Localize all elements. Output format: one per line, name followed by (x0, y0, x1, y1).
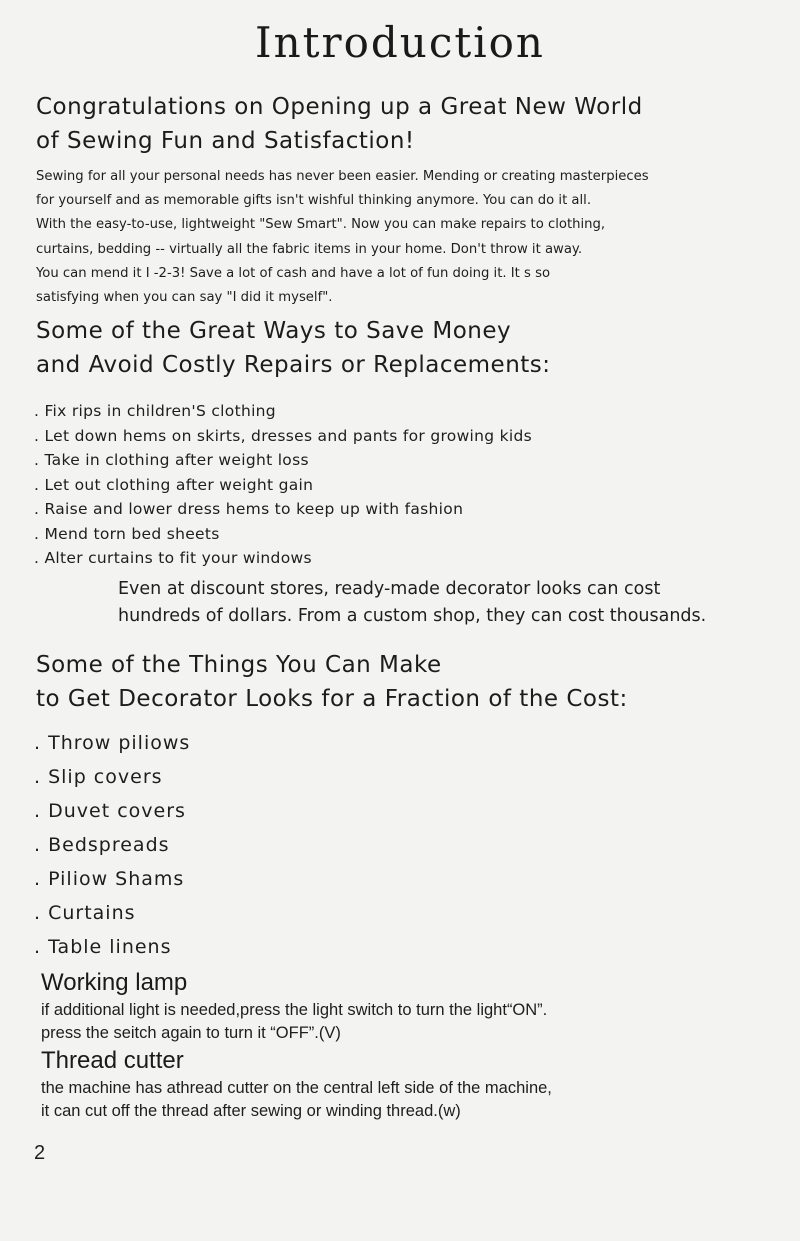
list-item: . Take in clothing after weight loss (34, 448, 532, 473)
list-item: . Raise and lower dress hems to keep up with fashion (34, 497, 532, 522)
page-title: Introduction (255, 18, 545, 67)
list-item: . Slip covers (34, 760, 190, 794)
page-number: 2 (34, 1142, 46, 1164)
list-item: . Throw piliows (34, 726, 190, 760)
heading-line: Some of the Great Ways to Save Money (36, 318, 512, 344)
list-item: . Curtains (34, 896, 190, 930)
heading-line: Congratulations on Opening up a Great New World (36, 94, 643, 120)
decorator-heading (36, 648, 628, 716)
paragraph-line: satisfying when you can say "I did it myself". (36, 290, 333, 306)
body-line: press the seitch again to turn it “OFF”.(V) (41, 1024, 341, 1042)
working-lamp-text (41, 999, 547, 1045)
paragraph-line: Sewing for all your personal needs has never been easier. Mending or creating masterpieces (36, 169, 649, 184)
body-line: it can cut off the thread after sewing or winding thread.(w) (41, 1102, 461, 1120)
working-lamp-title: Working lamp (41, 969, 188, 996)
list-item: . Alter curtains to fit your windows (34, 546, 532, 571)
list-item: . Let down hems on skirts, dresses and pants for growing kids (34, 424, 532, 449)
save-money-heading (36, 314, 551, 382)
list-item: . Table linens (34, 930, 190, 964)
list-item: . Piliow Shams (34, 862, 190, 896)
list-item: . Duvet covers (34, 794, 190, 828)
cost-note (118, 576, 706, 630)
paragraph-line: You can mend it I -2-3! Save a lot of cash and have a lot of fun doing it. It s so (36, 265, 551, 281)
paragraph-line: for yourself and as memorable gifts isn't wishful thinking anymore. You can do it all. (36, 193, 592, 209)
decorator-list (34, 726, 190, 964)
note-line: Even at discount stores, ready-made decorator looks can cost (118, 579, 661, 599)
body-line: the machine has athread cutter on the central left side of the machine, (41, 1079, 552, 1097)
heading-line: to Get Decorator Looks for a Fraction of the Cost: (36, 686, 628, 712)
list-item: . Let out clothing after weight gain (34, 473, 532, 498)
paragraph-line: With the easy-to-use, lightweight "Sew Smart". Now you can make repairs to clothing, (36, 217, 606, 233)
list-item: . Bedspreads (34, 828, 190, 862)
list-item: . Mend torn bed sheets (34, 522, 532, 547)
body-line: if additional light is needed,press the light switch to turn the light“ON”. (41, 1001, 548, 1019)
heading-line: Some of the Things You Can Make (36, 652, 442, 678)
heading-line: and Avoid Costly Repairs or Replacements: (36, 352, 551, 378)
repairs-list (34, 399, 532, 571)
paragraph-line: curtains, bedding -- virtually all the fabric items in your home. Don't throw it away. (36, 241, 583, 257)
intro-paragraph (36, 165, 776, 310)
list-item: . Fix rips in children'S clothing (34, 399, 532, 424)
heading-line: of Sewing Fun and Satisfaction! (36, 128, 415, 154)
congratulations-heading (36, 90, 643, 158)
thread-cutter-text (41, 1077, 552, 1123)
note-line: hundreds of dollars. From a custom shop, they can cost thousands. (118, 606, 707, 626)
thread-cutter-title: Thread cutter (41, 1047, 184, 1074)
